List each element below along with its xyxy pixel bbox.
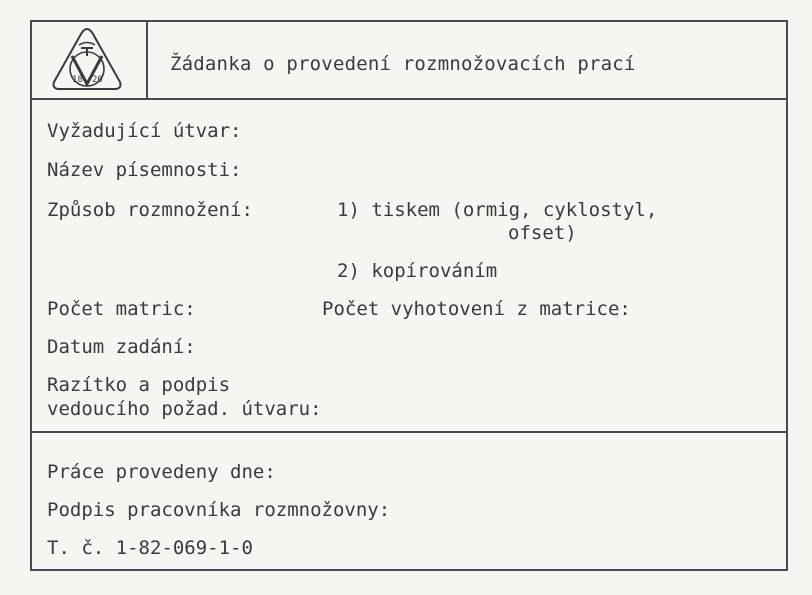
- emblem-logo-icon: [50, 26, 124, 94]
- section-divider: [32, 431, 786, 433]
- stamp-label-line2: vedoucího požad. útvaru:: [47, 398, 322, 420]
- request-date-label: Datum zadání:: [47, 336, 196, 358]
- form-title: Žádanka o provedení rozmnožovacích prací: [170, 53, 636, 75]
- method-option-print: 1) tiskem (ormig, cyklostyl,: [337, 199, 658, 221]
- document-name-label: Název písemnosti:: [47, 159, 242, 181]
- logo-year-left: 18: [72, 75, 83, 85]
- form-header: [32, 22, 786, 100]
- worker-signature-label: Podpis pracovníka rozmnožovny:: [47, 499, 391, 521]
- logo-cell: [32, 22, 148, 98]
- form-number: T. č. 1-82-069-1-0: [47, 537, 253, 559]
- requesting-unit-label: Vyžadující útvar:: [47, 120, 242, 142]
- request-form: [30, 20, 788, 571]
- method-option-copy: 2) kopírováním: [337, 260, 498, 282]
- matrix-count-label: Počet matric:: [47, 298, 196, 320]
- method-label: Způsob rozmnožení:: [47, 199, 253, 221]
- copies-per-matrix-label: Počet vyhotovení z matrice:: [322, 298, 631, 320]
- completed-date-label: Práce provedeny dne:: [47, 461, 276, 483]
- method-option-print-cont: ofset): [508, 222, 577, 244]
- logo-year-right: 20: [92, 75, 103, 85]
- stamp-label-line1: Razítko a podpis: [47, 374, 231, 396]
